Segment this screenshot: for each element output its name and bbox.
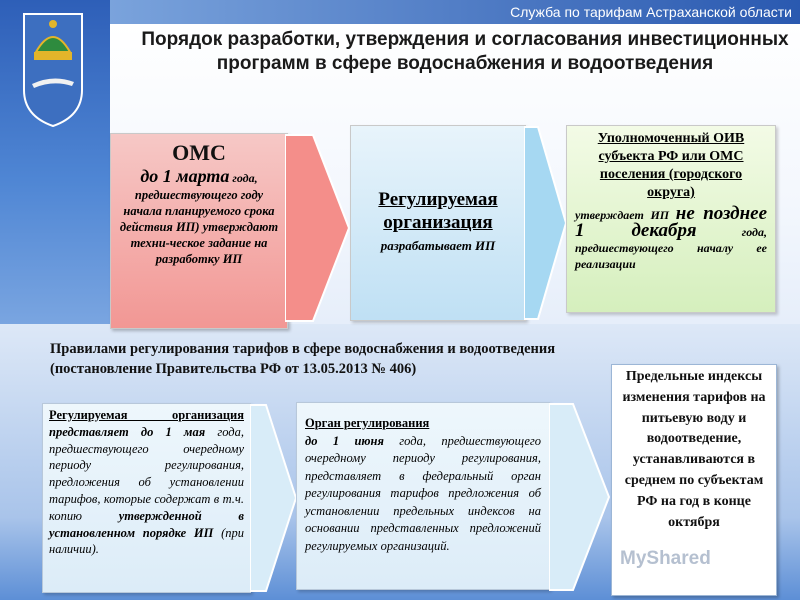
regulator-box: Орган регулирования до 1 июня года, предшествующего очередному периоду регулирования, представляет в федеральный орган регулирования тарифов предложения об установлении предельных индексов на основании представленных предложений регулируемых организаций.	[296, 402, 550, 590]
arrow-right-icon	[524, 125, 568, 321]
regulated-org-proposal-box: Регулируемая организация представляет до 1 мая года, предшествующего очередному периоду регулирования, предложения об установлении тарифов, которые содержат в т.ч. копию утвержденной в установленном порядке ИП (при наличии).	[42, 403, 251, 593]
organization-name: Служба по тарифам Астраханской области	[510, 4, 792, 20]
page-title: Порядок разработки, утверждения и согласования инвестиционных программ в сфере водоснабжения и водоотведения	[141, 29, 789, 74]
watermark: MyShared	[620, 548, 711, 569]
oms-description: предшествующего году начала планируемого срока действия ИП) утверждают техни-ческое задание на разработку ИП	[119, 188, 279, 266]
authorized-body-description: утверждает ИП не позднее 1 декабря года, предшествующего началу ее реализации	[575, 203, 768, 271]
oms-title: ОМС	[172, 140, 226, 165]
coat-of-arms-icon	[22, 12, 84, 128]
regulated-org-box	[350, 125, 526, 321]
rules-reference: Правилами регулирования тарифов в сфере водоснабжения и водоотведения (постановление Правительства РФ от 13.05.2013 № 406)	[50, 341, 556, 377]
regulated-org-action: разрабатывает ИП	[380, 238, 496, 253]
tariff-limits-box: Предельные индексы изменения тарифов на питьевую воду и водоотведение, устанавливаются в среднем по субъектам РФ на год в конце октября	[611, 364, 777, 596]
arrow-right-icon	[549, 402, 611, 592]
arrow-right-icon	[250, 403, 298, 593]
authorized-body-box	[566, 125, 776, 313]
authorized-body-title: Уполномоченный ОИВ субъекта РФ или ОМС поселения (городского округа)	[597, 131, 745, 200]
arrow-right-icon	[285, 133, 351, 323]
regulated-org-title: Регулируемая организация	[378, 189, 498, 233]
oms-box	[110, 133, 288, 329]
oms-deadline: до 1 марта года,	[140, 166, 258, 186]
